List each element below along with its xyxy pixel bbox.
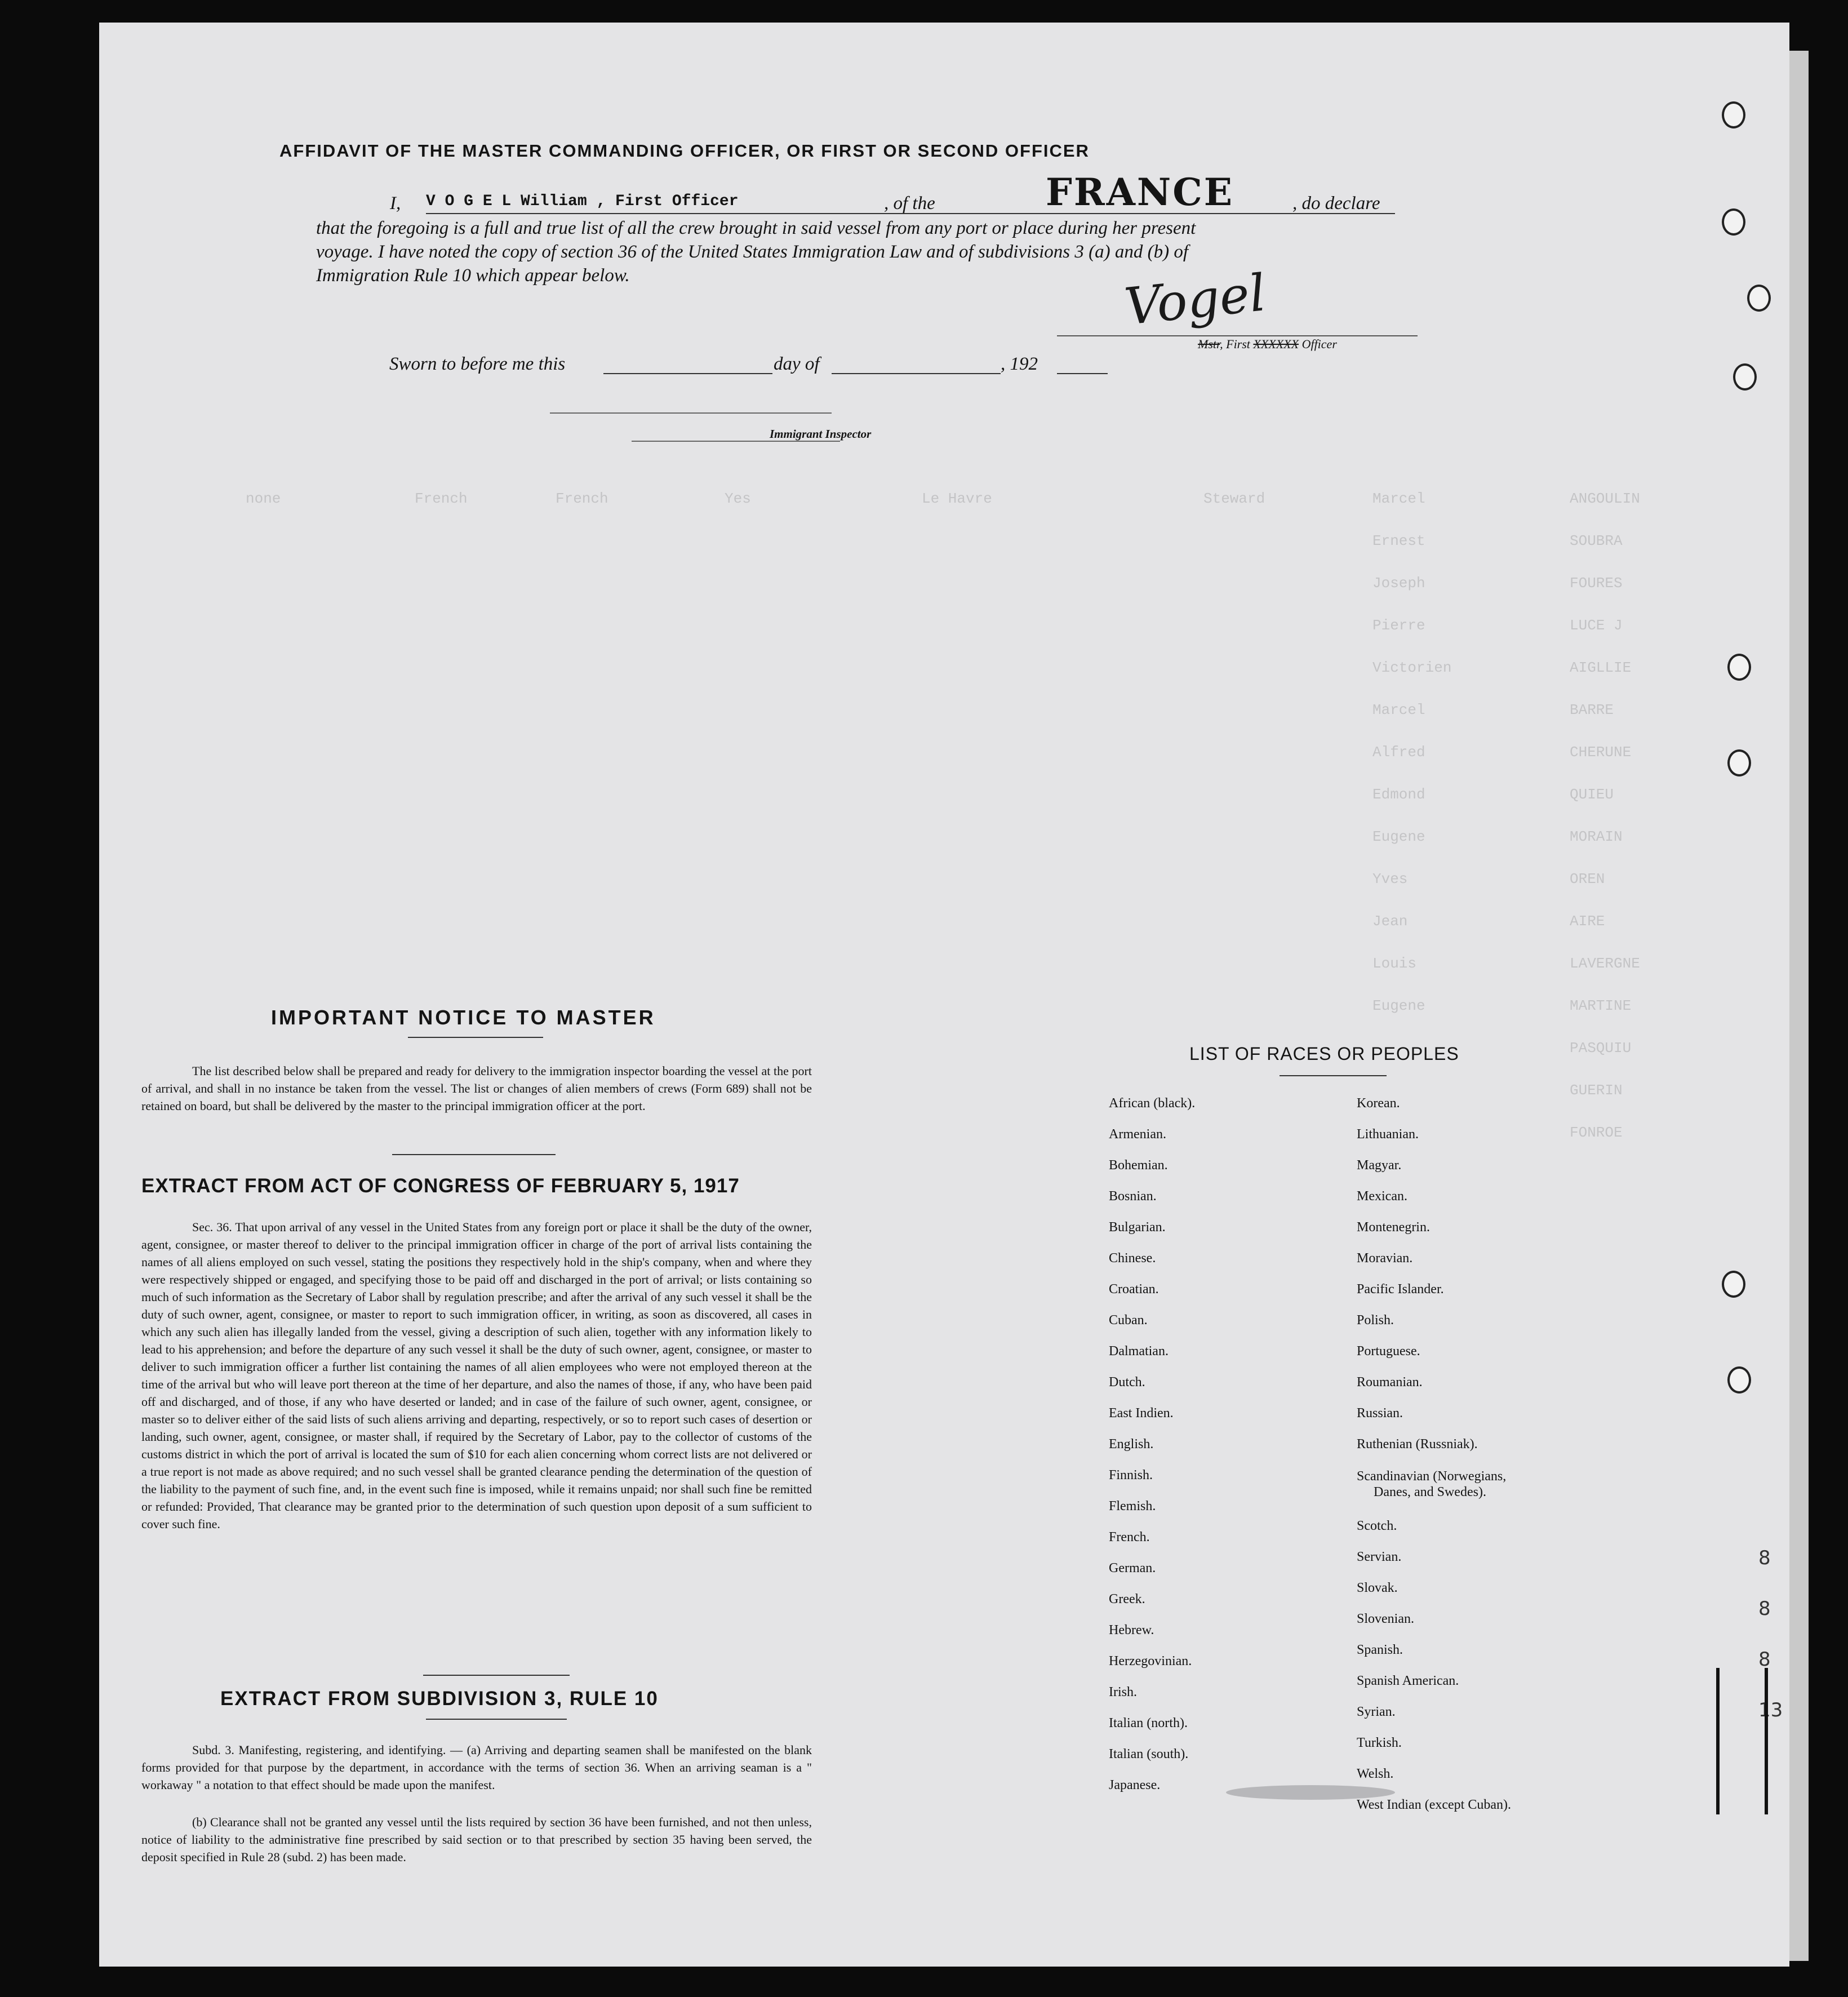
- of-the-label: , of the: [884, 193, 935, 214]
- sig-caption-first: , First: [1220, 337, 1250, 351]
- race-item: Slovak.: [1357, 1581, 1398, 1595]
- race-item: Bohemian.: [1109, 1158, 1168, 1173]
- race-item: Italian (south).: [1109, 1747, 1189, 1761]
- race-item: Polish.: [1357, 1313, 1394, 1328]
- race-item: African (black).: [1109, 1096, 1196, 1111]
- officer-name: V O G E L William , First Officer: [426, 193, 739, 210]
- binder-hole: [1733, 363, 1757, 390]
- race-item: Irish.: [1109, 1685, 1137, 1699]
- race-item: Danes, and Swedes).: [1374, 1485, 1486, 1499]
- sworn-text: Sworn to before me this: [389, 354, 566, 374]
- race-item: Bosnian.: [1109, 1189, 1157, 1204]
- race-item: Japanese.: [1109, 1778, 1161, 1792]
- race-item: Servian.: [1357, 1550, 1402, 1564]
- manifest-page: [99, 23, 1789, 1967]
- act-extract-title: EXTRACT FROM ACT OF CONGRESS OF FEBRUARY 5, 1917: [141, 1175, 740, 1197]
- notice-rule: [408, 1037, 543, 1038]
- inspector-caption: Immigrant Inspector: [770, 427, 872, 441]
- binder-hole: [1747, 285, 1771, 312]
- race-item: Spanish American.: [1357, 1674, 1459, 1688]
- rule-extract-title: EXTRACT FROM SUBDIVISION 3, RULE 10: [220, 1688, 659, 1710]
- affidavit-line-2: that the foregoing is a full and true list of all the crew brought in said vessel from any port or place during her present: [316, 218, 1196, 238]
- race-item: Magyar.: [1357, 1158, 1402, 1173]
- race-item: Roumanian.: [1357, 1375, 1423, 1390]
- races-title: LIST OF RACES OR PEOPLES: [1189, 1044, 1459, 1064]
- binder-hole: [1722, 208, 1745, 236]
- race-item: Turkish.: [1357, 1736, 1402, 1750]
- race-item: Greek.: [1109, 1592, 1145, 1607]
- race-item: Scotch.: [1357, 1519, 1397, 1533]
- race-item: Flemish.: [1109, 1499, 1156, 1514]
- rule-extract-rule: [426, 1719, 567, 1720]
- binder-hole: [1722, 1271, 1745, 1298]
- binder-hole: [1727, 749, 1751, 776]
- race-item: German.: [1109, 1561, 1156, 1576]
- affidavit-line-4: Immigration Rule 10 which appear below.: [316, 265, 630, 286]
- race-item: Slovenian.: [1357, 1612, 1414, 1626]
- year-label: , 192: [1001, 354, 1038, 374]
- act-extract-rule: [423, 1675, 570, 1676]
- notice-body: The list described below shall be prepared and ready for delivery to the immigration inspector boarding the vessel at the port of arrival, and shall in no instance be taken from the vessel. The list or changes of alien members of crews (Form 689) shall not be retained on board, but shall be delivered by the master to the principal immigration officer at the port.: [141, 1064, 812, 1113]
- race-item: Armenian.: [1109, 1127, 1166, 1142]
- races-rule: [1280, 1075, 1387, 1076]
- race-item: Lithuanian.: [1357, 1127, 1419, 1142]
- affidavit-title: AFFIDAVIT OF THE MASTER COMMANDING OFFICER, OR FIRST OR SECOND OFFICER: [279, 141, 1090, 161]
- signature-line: [1057, 335, 1418, 336]
- signature-caption: [1198, 337, 1337, 352]
- race-item: Russian.: [1357, 1406, 1403, 1421]
- race-item: Cuban.: [1109, 1313, 1148, 1328]
- vessel-name: FRANCE: [1046, 170, 1234, 214]
- day-of-label: day of: [774, 354, 820, 374]
- inspector-line-1: [550, 412, 832, 414]
- race-item: Italian (north).: [1109, 1716, 1188, 1730]
- race-item: Dutch.: [1109, 1375, 1145, 1390]
- race-item: Ruthenian (Russniak).: [1357, 1437, 1478, 1452]
- do-declare-label: , do declare: [1292, 193, 1380, 214]
- race-item: Spanish.: [1357, 1643, 1403, 1657]
- race-item: Korean.: [1357, 1096, 1400, 1111]
- binder-hole: [1722, 101, 1745, 128]
- race-item: Herzegovinian.: [1109, 1654, 1192, 1668]
- ink-smudge: [1226, 1785, 1395, 1800]
- race-item: Scandinavian (Norwegians,: [1357, 1469, 1507, 1484]
- race-item: East Indien.: [1109, 1406, 1174, 1421]
- race-item: Welsh.: [1357, 1767, 1394, 1781]
- sig-caption-struck-master: Mstr: [1198, 337, 1220, 351]
- race-item: Bulgarian.: [1109, 1220, 1166, 1235]
- race-item: West Indian (except Cuban).: [1357, 1798, 1511, 1812]
- race-item: Montenegrin.: [1357, 1220, 1430, 1235]
- race-item: English.: [1109, 1437, 1154, 1452]
- year-line: [1057, 373, 1108, 374]
- race-item: Finnish.: [1109, 1468, 1153, 1483]
- race-item: Mexican.: [1357, 1189, 1407, 1204]
- rule-para-b: (b) Clearance shall not be granted any vessel until the lists required by section 36 have been furnished, and not then unless, notice of liability to the administrative fine prescribed by said section or to that prescribed by section 35 having been served, the deposit specified in Rule 28 (subd. 2) has been made.: [141, 1815, 812, 1864]
- race-item: Croatian.: [1109, 1282, 1159, 1297]
- sworn-day-line: [603, 373, 772, 374]
- race-item: Hebrew.: [1109, 1623, 1154, 1637]
- race-item: Portuguese.: [1357, 1344, 1420, 1359]
- affidavit-line-3: voyage. I have noted the copy of section 36 of the United States Immigration Law and of subdivisions 3 (a) and (b) of: [316, 242, 1189, 262]
- race-item: Moravian.: [1357, 1251, 1413, 1266]
- officer-signature: Vogel: [1122, 263, 1269, 337]
- bleed-through-area: ANGOULIN SOUBRA FOURES LUCE J AIGLLIE BARRE CHERUNE QUIEU MORAIN OREN AIRE LAVERGNE MARTINE PASQUIU GUERIN FONROE Marcel Ernest Joseph Pierre Victorien Marcel Alfred Edmond Eugene Yves Jean Louis Eugene Steward Le Havre Yes French French none: [246, 490, 1640, 1141]
- margin-tally: 8 8 8 13: [1758, 1547, 1783, 1721]
- rule-para-a: Subd. 3. Manifesting, registering, and identifying. — (a) Arriving and departing seamen shall be manifested on the blank forms provided for that purpose by the department, in accordance with the terms of section 36. When an arriving seaman is a " workaway " a notation to that effect should be made upon the manifest.: [141, 1743, 812, 1792]
- sig-caption-officer: Officer: [1301, 337, 1337, 351]
- margin-bracket-mark: [1716, 1668, 1768, 1814]
- affidavit-i: I,: [390, 193, 401, 214]
- race-item: Pacific Islander.: [1357, 1282, 1444, 1297]
- notice-end-rule: [392, 1154, 556, 1155]
- sworn-month-line: [832, 373, 1001, 374]
- race-item: Dalmatian.: [1109, 1344, 1169, 1359]
- race-item: Syrian.: [1357, 1705, 1396, 1719]
- sig-caption-struck-second: XXXXXX: [1253, 337, 1299, 351]
- act-extract-body: Sec. 36. That upon arrival of any vessel in the United States from any foreign port or place it shall be the duty of the owner, agent, consignee, or master thereof to deliver to the principal immigration officer in charge of the port of arrival lists containing the names of all aliens employed on such vessel, stating the positions they respectively hold in the ship's company, when and where they were respectively shipped or engaged, and specifying those to be paid off and discharged in the port of arrival; or lists containing so much of such information as the Secretary of Labor shall by regulation prescribe; and after the arrival of any such vessel it shall be the duty of such owner, agent, consignee, or master to report to such immigration officer, in writing, as soon as discovered, all cases in which any such alien has illegally landed from the vessel, giving a description of such alien, together with any information likely to lead to his apprehension; and before the departure of any such vessel it shall be the duty of such owner, agent, consignee, or master to deliver to such immigration officer a further list containing the names of all alien employees who were not employed thereon at the time of the arrival but who will leave port thereon at the time of her departure, and also the names of those, if any, who have been paid off and discharged, and of those, if any who have deserted or landed; and in case of the failure of such owner, agent, consignee, or master so to deliver either of the said lists of such aliens arriving and departing, respectively, or so to report such cases of desertion or landing, such owner, agent, consignee, or master shall, if required by the Secretary of Labor, pay to the collector of customs of the customs district in which the port of arrival is located the sum of $10 for each alien concerning whom correct lists are not delivered or a true report is not made as above required; and no such vessel shall be granted clearance pending the determination of the question of the liability to the payment of such fine, and, in the event such fine is imposed, while it remains unpaid; nor shall such fine be remitted or refunded: Provided, That clearance may be granted prior to the determination of such question upon deposit of a sum sufficient to cover such fine.: [141, 1220, 812, 1531]
- binder-hole: [1727, 654, 1751, 681]
- race-item: French.: [1109, 1530, 1150, 1545]
- binder-hole: [1727, 1366, 1751, 1394]
- notice-title: IMPORTANT NOTICE TO MASTER: [271, 1006, 656, 1029]
- race-item: Chinese.: [1109, 1251, 1156, 1266]
